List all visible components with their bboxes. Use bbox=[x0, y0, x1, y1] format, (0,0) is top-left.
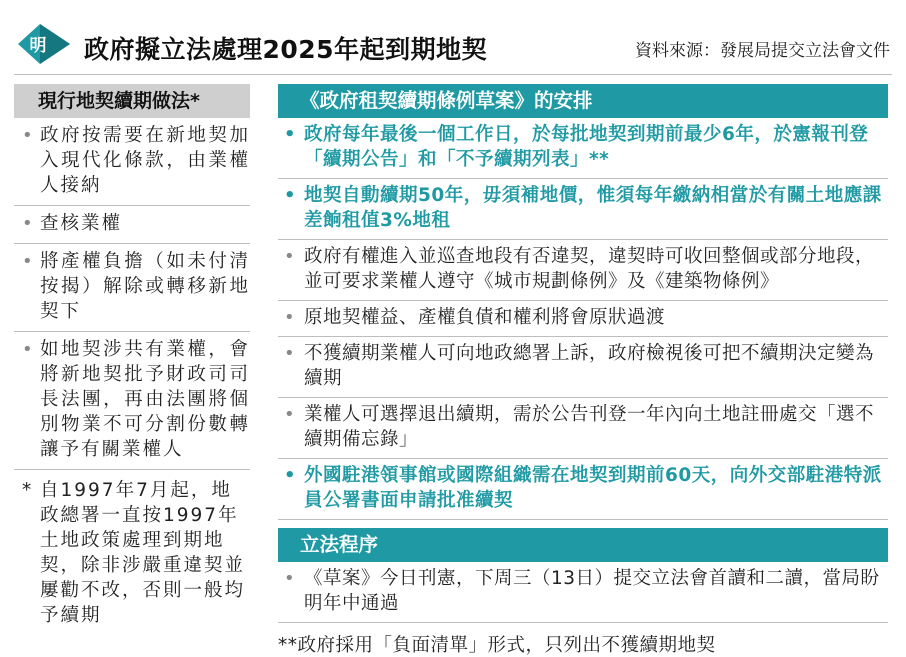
list-item: • 業權人可選擇退出續期，需於公告刊登一年內向土地註冊處交「選不續期備忘錄」 bbox=[278, 398, 888, 459]
header-divider bbox=[14, 74, 892, 75]
header bbox=[0, 0, 906, 72]
bullet-icon: • bbox=[284, 568, 296, 589]
list-item: • 如地契涉共有業權，會將新地契批予財政司司長法團，再由法團將個別物業不可分割份數轉讓予有關業權人 bbox=[14, 332, 250, 470]
list-item: • 政府有權進入並巡查地段有否違契，違契時可收回整個或部分地段，並可要求業權人遵守《城市規劃條例》及《建築物條例》 bbox=[278, 240, 888, 301]
bullet-icon: • bbox=[22, 213, 35, 234]
current-practice-heading: 現行地契續期做法* bbox=[14, 84, 250, 118]
policy-note bbox=[14, 470, 250, 628]
list-item: • 不獲續期業權人可向地政總署上訴，政府檢視後可把不續期決定變為續期 bbox=[278, 337, 888, 398]
list-item: • 原地契權益、產權負債和權利將會原狀過渡 bbox=[278, 301, 888, 337]
current-practice-list bbox=[14, 118, 250, 470]
source-credit: 資料來源：發展局提交立法會文件 bbox=[635, 41, 890, 61]
bullet-icon: • bbox=[284, 404, 296, 425]
bullet-icon: • bbox=[284, 124, 297, 145]
bullet-icon: • bbox=[284, 343, 296, 364]
bill-arrangements-heading: 《政府租契續期條例草案》的安排 bbox=[278, 84, 888, 118]
footnote: **政府採用「負面清單」形式，只列出不獲續期地契 bbox=[278, 635, 716, 656]
bill-arrangements-panel bbox=[278, 84, 888, 657]
bullet-icon: • bbox=[22, 251, 35, 272]
legislative-process-list bbox=[278, 562, 888, 623]
bullet-icon: • bbox=[284, 465, 297, 486]
list-item: • 地契自動續期50年，毋須補地價，惟須每年繳納相當於有關土地應課差餉租值3%地租 bbox=[278, 179, 888, 240]
bullet-icon: • bbox=[22, 125, 35, 146]
list-item: • 外國駐港領事館或國際組織需在地契到期前60天，向外交部駐港特派員公署書面申請批准續契 bbox=[278, 459, 888, 520]
bullet-icon: • bbox=[284, 246, 296, 267]
list-item: • 政府每年最後一個工作日，於每批地契到期前最少6年，於憲報刊登「續期公告」和「不予續期列表」** bbox=[278, 118, 888, 179]
bullet-icon: • bbox=[22, 339, 35, 360]
bullet-icon: • bbox=[284, 185, 297, 206]
list-item: • 將產權負擔（如未付清按揭）解除或轉移新地契下 bbox=[14, 244, 250, 332]
page-title: 政府擬立法處理2025年起到期地契 bbox=[84, 35, 488, 64]
policy-note-text: 自1997年7月起，地政總署一直按1997年土地政策處理到期地契，除非涉嚴重違契並屢勸不改，否則一般均予續期 bbox=[40, 480, 246, 626]
bullet-icon: • bbox=[284, 307, 296, 328]
bill-arrangements-list bbox=[278, 118, 888, 520]
list-item: • 《草案》今日刊憲，下周三（13日）提交立法會首讀和二讀，當局盼明年中通過 bbox=[278, 562, 888, 623]
svg-text:明: 明 bbox=[29, 36, 47, 56]
current-practice-panel bbox=[14, 84, 250, 628]
legislative-process-heading: 立法程序 bbox=[278, 528, 888, 562]
note-marker: * bbox=[22, 480, 34, 501]
list-item: • 政府按需要在新地契加入現代化條款，由業權人接納 bbox=[14, 118, 250, 206]
list-item: • 查核業權 bbox=[14, 206, 250, 244]
ming-pao-logo-icon bbox=[14, 22, 72, 66]
